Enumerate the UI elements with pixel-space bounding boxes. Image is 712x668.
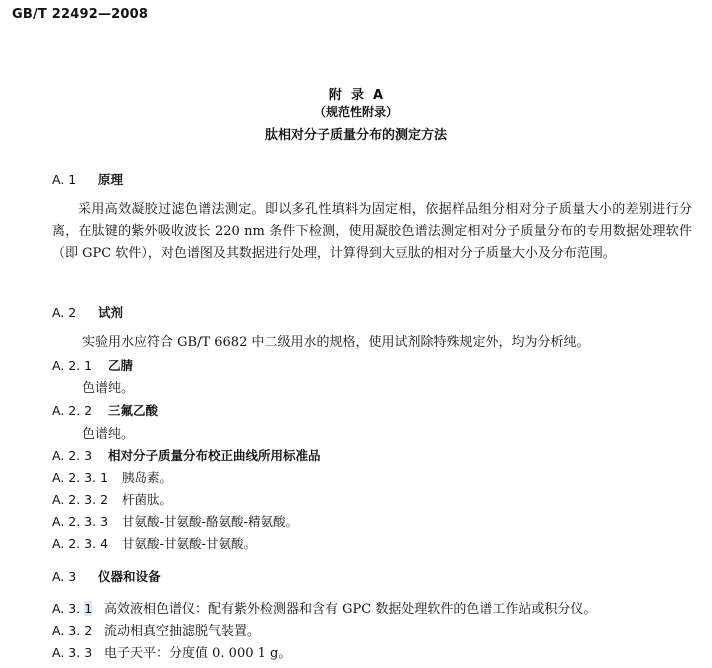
item-text: 流动相真空抽滤脱气装置。 — [104, 624, 261, 639]
section-a2-paragraph: 实验用水应符合 GB/T 6682 中二级用水的规格，使用试剂除特殊规定外，均为分析纯。 — [82, 335, 590, 350]
section-title: 试剂 — [98, 305, 124, 320]
section-title: 原理 — [98, 172, 124, 187]
item-text: 电子天平：分度值 0. 000 1 g。 — [104, 646, 292, 661]
subsection-a21-text: 色谱纯。 — [82, 381, 135, 396]
subsection-number: A. 2. 2 — [52, 403, 93, 418]
section-a1-heading — [52, 170, 123, 188]
item-number-prefix: A. 3. — [52, 645, 85, 660]
list-item — [52, 620, 260, 639]
item-number: A. 2. 3. 1 — [52, 470, 109, 485]
item-number — [52, 645, 104, 660]
item-text: 甘氨酸-甘氨酸-酪氨酸-精氨酸。 — [122, 514, 299, 529]
subsection-a22-text: 色谱纯。 — [82, 427, 135, 442]
section-a2-heading — [52, 303, 123, 321]
item-number: A. 2. 3. 4 — [52, 536, 109, 551]
subsection-title: 相对分子质量分布校正曲线所用标准品 — [108, 448, 321, 463]
item-number-last: 3 — [84, 645, 93, 660]
subsection-title: 乙腈 — [108, 358, 134, 373]
item-text: 高效液相色谱仪：配有紫外检测器和含有 GPC 数据处理软件的色谱工作站或积分仪。 — [104, 602, 597, 617]
section-a3-heading — [52, 567, 161, 585]
appendix-title: 附 录 A — [328, 88, 384, 103]
section-number: A. 3 — [52, 569, 77, 584]
appendix-nature: （规范性附录） — [313, 105, 398, 119]
list-item — [52, 642, 291, 661]
item-number: A. 2. 3. 3 — [52, 514, 109, 529]
subsection-title: 三氟乙酸 — [108, 403, 159, 418]
subsection-a23-heading — [52, 446, 321, 464]
section-number: A. 2 — [52, 305, 77, 320]
item-number-prefix: A. 3. — [52, 601, 85, 616]
subsection-number: A. 2. 1 — [52, 358, 93, 373]
section-number: A. 1 — [52, 172, 77, 187]
standard-code-header: GB/T 22492—2008 — [12, 7, 149, 22]
section-title: 仪器和设备 — [98, 569, 161, 584]
list-item — [52, 468, 172, 486]
item-text: 甘氨酸-甘氨酸-甘氨酸。 — [122, 536, 257, 551]
subsection-number: A. 2. 3 — [52, 448, 93, 463]
item-number-highlight: 1 — [84, 601, 93, 616]
item-number-prefix: A. 3. — [52, 623, 85, 638]
item-number — [52, 623, 104, 638]
appendix-name: 肽相对分子质量分布的测定方法 — [264, 128, 447, 143]
item-number: A. 2. 3. 2 — [52, 492, 109, 507]
item-number — [52, 601, 104, 616]
item-number-last: 2 — [84, 623, 93, 638]
item-text: 杆菌肽。 — [122, 492, 173, 507]
subsection-a22-heading — [52, 401, 158, 419]
subsection-a21-heading — [52, 356, 133, 374]
list-item — [52, 598, 596, 617]
list-item — [52, 512, 298, 530]
item-text: 胰岛素。 — [122, 470, 173, 485]
section-a1-paragraph: 采用高效凝胶过滤色谱法测定。即以多孔性填料为固定相，依据样品组分相对分子质量大小的差别进行分离，在肽键的紫外吸收波长 220 nm 条件下检测，使用凝胶色谱法测定相对分子质量分布的专用数据处理软件（即 GPC 软件），对色谱图及其数据进行处理，计算得到大豆肽的相对分子质量大小及分布范围。 — [52, 202, 692, 261]
list-item — [52, 490, 172, 508]
list-item — [52, 534, 256, 552]
